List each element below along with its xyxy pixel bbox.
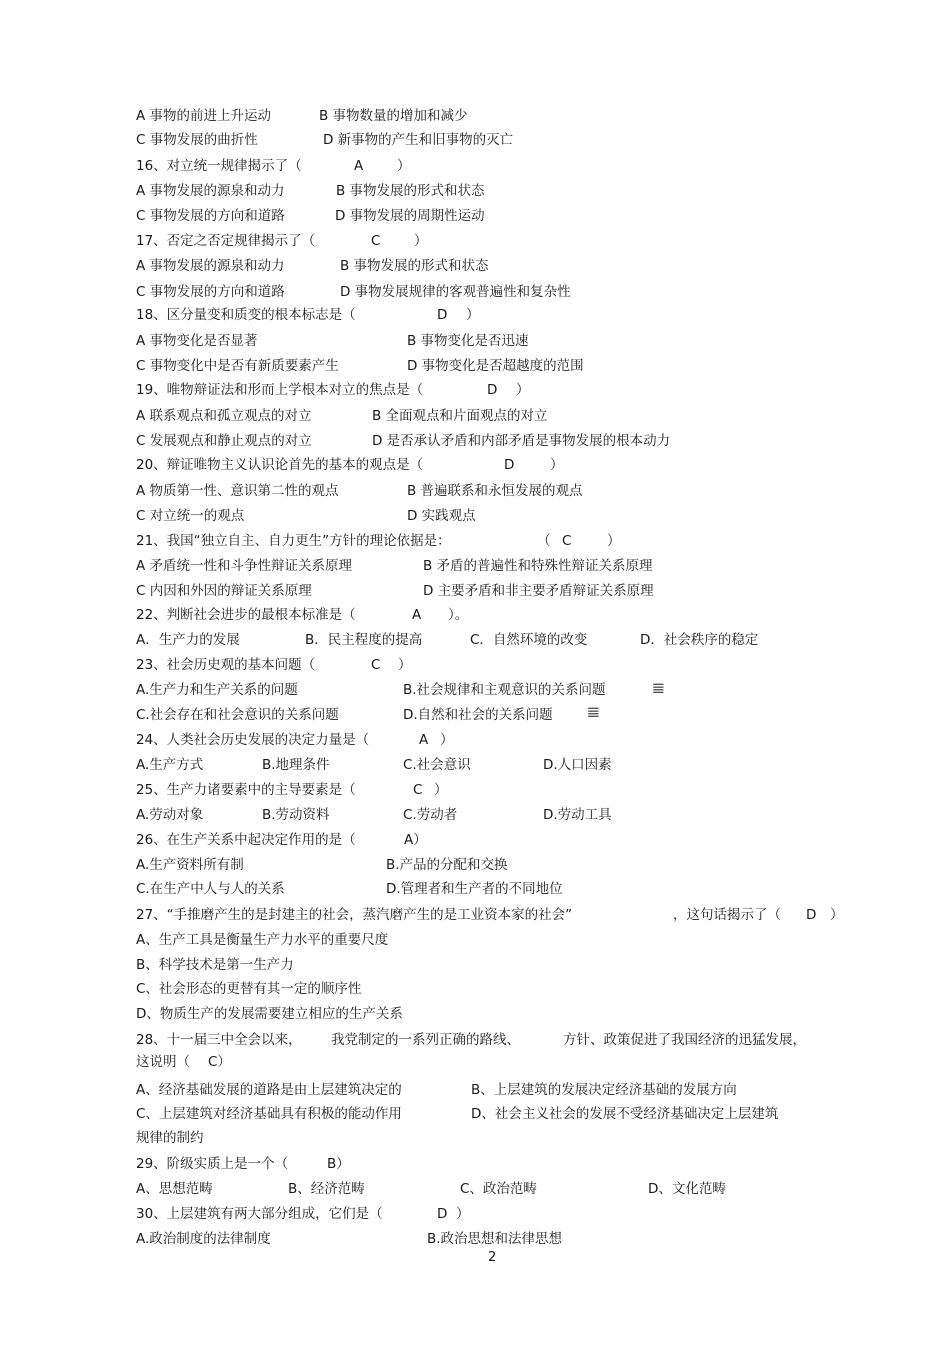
line-q16-segment-2: ） — [397, 158, 411, 174]
line-q30ab-segment-0: A.政治制度的法律制度 — [136, 1231, 271, 1247]
line-q22opts-segment-1: B．民主程度的提高 — [305, 632, 423, 648]
line-q18ab-segment-1: B 事物变化是否迅速 — [407, 333, 529, 349]
line-q30-segment-2: ） — [456, 1206, 470, 1222]
line-q18-segment-0: 18、区分量变和质变的根本标志是（ — [136, 307, 356, 323]
line-q17cd-segment-1: D 事物发展规律的客观普遍性和复杂性 — [340, 284, 571, 300]
line-q30-segment-1: D — [437, 1206, 448, 1222]
line-q26cd-segment-0: C.在生产中人与人的关系 — [136, 881, 285, 897]
line-q16cd-segment-0: C 事物发展的方向和道路 — [136, 208, 285, 224]
line-q25-segment-0: 25、生产力诸要素中的主导要素是（ — [136, 782, 356, 798]
line-l2-segment-1: D 新事物的产生和旧事物的灭亡 — [323, 132, 514, 148]
line-q28b-segment-1: C） — [208, 1054, 231, 1070]
line-q24-segment-0: 24、人类社会历史发展的决定力量是（ — [136, 732, 370, 748]
line-q18ab-segment-0: A 事物变化是否显著 — [136, 333, 258, 349]
line-q19-segment-0: 19、唯物辩证法和形而上学根本对立的焦点是（ — [136, 382, 424, 398]
scan-mark-2: 𝌆 — [587, 705, 600, 721]
line-q25opts-segment-1: B.劳动资料 — [262, 807, 330, 823]
line-q16cd-segment-1: D 事物发展的周期性运动 — [335, 208, 485, 224]
line-q27b-segment-0: B、科学技术是第一生产力 — [136, 957, 294, 973]
line-q19ab-segment-0: A 联系观点和孤立观点的对立 — [136, 408, 312, 424]
line-q28-segment-0: 28、十一届三中全会以来， — [136, 1032, 302, 1048]
line-q27d-segment-0: D、物质生产的发展需要建立相应的生产关系 — [136, 1006, 403, 1022]
line-q28b-segment-0: 这说明（ — [136, 1054, 190, 1070]
line-q29opts-segment-3: D、文化范畴 — [648, 1181, 726, 1197]
line-q28ab-segment-1: B、上层建筑的发展决定经济基础的发展方向 — [471, 1082, 737, 1098]
line-q22opts-segment-0: A．生产力的发展 — [136, 632, 240, 648]
line-q21-segment-3: ） — [607, 533, 621, 549]
line-q29opts-segment-2: C、政治范畴 — [460, 1181, 537, 1197]
line-q26ab-segment-0: A.生产资料所有制 — [136, 857, 244, 873]
line-q26ab-segment-1: B.产品的分配和交换 — [386, 857, 508, 873]
line-q16ab-segment-1: B 事物发展的形式和状态 — [336, 183, 485, 199]
line-q17-segment-1: C — [371, 233, 381, 249]
line-q26-segment-0: 26、在生产关系中起决定作用的是（ — [136, 832, 356, 848]
line-q22opts-segment-3: D．社会秩序的稳定 — [640, 632, 759, 648]
line-q28cd-segment-1: D、社会主义社会的发展不受经济基础决定上层建筑 — [471, 1106, 779, 1122]
line-q29-segment-0: 29、阶级实质上是一个（ — [136, 1156, 289, 1172]
line-q29-segment-1: B） — [327, 1156, 350, 1172]
line-q21cd-segment-0: C 内因和外因的辩证关系原理 — [136, 583, 312, 599]
line-q29opts-segment-0: A、思想范畴 — [136, 1181, 213, 1197]
line-q19ab-segment-1: B 全面观点和片面观点的对立 — [372, 408, 548, 424]
line-q21ab-segment-0: A 矛盾统一性和斗争性辩证关系原理 — [136, 558, 353, 574]
line-q20-segment-1: D — [504, 457, 515, 473]
line-q27-segment-2: D — [806, 907, 817, 923]
line-q20-segment-0: 20、辩证唯物主义认识论首先的基本的观点是（ — [136, 457, 424, 473]
line-q22-segment-0: 22、判断社会进步的最根本标准是（ — [136, 607, 356, 623]
line-q21-segment-0: 21、我国“独立自主、自力更生”方针的理论依据是： — [136, 533, 451, 549]
line-q20ab-segment-1: B 普遍联系和永恒发展的观点 — [407, 483, 583, 499]
line-l1-segment-0: A 事物的前进上升运动 — [136, 108, 272, 124]
line-q22opts-segment-2: C．自然环境的改变 — [470, 632, 588, 648]
line-q17ab-segment-1: B 事物发展的形式和状态 — [340, 258, 489, 274]
line-q16-segment-1: A — [354, 158, 364, 174]
line-q25opts-segment-3: D.劳动工具 — [543, 807, 612, 823]
line-q21cd-segment-1: D 主要矛盾和非主要矛盾辩证关系原理 — [423, 583, 654, 599]
line-q28cd-segment-0: C、上层建筑对经济基础具有积极的能动作用 — [136, 1106, 402, 1122]
line-q23ab-segment-0: A.生产力和生产关系的问题 — [136, 682, 298, 698]
line-q24opts-segment-1: B.地理条件 — [262, 757, 330, 773]
line-q18cd-segment-1: D 事物变化是否超越度的范围 — [407, 358, 584, 374]
line-q24-segment-1: A — [419, 732, 429, 748]
line-q20cd-segment-0: C 对立统一的观点 — [136, 508, 245, 524]
line-q24opts-segment-0: A.生产方式 — [136, 757, 204, 773]
line-q23-segment-0: 23、社会历史观的基本问题（ — [136, 657, 316, 673]
line-q23cd-segment-0: C.社会存在和社会意识的关系问题 — [136, 707, 339, 723]
line-q25opts-segment-0: A.劳动对象 — [136, 807, 204, 823]
line-q22-segment-2: ）。 — [448, 607, 469, 623]
line-q20cd-segment-1: D 实践观点 — [407, 508, 476, 524]
line-q23ab-segment-1: B.社会规律和主观意识的关系问题 — [403, 682, 606, 698]
line-q21-segment-2: C — [562, 533, 572, 549]
line-q25-segment-2: ） — [434, 782, 448, 798]
line-q19-segment-1: D — [487, 382, 498, 398]
line-l1-segment-1: B 事物数量的增加和减少 — [319, 108, 468, 124]
line-q19-segment-2: ） — [516, 382, 530, 398]
scan-mark-1: 𝌆 — [652, 681, 665, 697]
line-q17ab-segment-0: A 事物发展的源泉和动力 — [136, 258, 285, 274]
line-q27-segment-1: ，这句话揭示了（ — [673, 907, 781, 923]
line-q24-segment-2: ） — [440, 732, 454, 748]
line-q26-segment-1: A） — [404, 832, 427, 848]
line-q19cd-segment-1: D 是否承认矛盾和内部矛盾是事物发展的根本动力 — [372, 433, 671, 449]
line-q18-segment-1: D — [437, 307, 448, 323]
line-q23cd-segment-1: D.自然和社会的关系问题 — [403, 707, 553, 723]
line-q17-segment-0: 17、否定之否定规律揭示了（ — [136, 233, 316, 249]
line-q27-segment-3: ） — [830, 907, 844, 923]
line-q30-segment-0: 30、上层建筑有两大部分组成，它们是（ — [136, 1206, 383, 1222]
line-q27c-segment-0: C、社会形态的更替有其一定的顺序性 — [136, 981, 362, 997]
line-q25-segment-1: C — [413, 782, 423, 798]
line-l2-segment-0: C 事物发展的曲折性 — [136, 132, 258, 148]
line-q23-segment-1: C — [371, 657, 381, 673]
line-q16ab-segment-0: A 事物发展的源泉和动力 — [136, 183, 285, 199]
line-q28-segment-2: 方针、政策促进了我国经济的迅猛发展， — [563, 1032, 806, 1048]
line-q22-segment-1: A — [412, 607, 422, 623]
line-q24opts-segment-3: D.人口因素 — [543, 757, 612, 773]
line-q18-segment-2: ） — [466, 307, 480, 323]
line-q17-segment-2: ） — [414, 233, 428, 249]
line-q26cd-segment-1: D.管理者和生产者的不同地位 — [386, 881, 563, 897]
line-q21ab-segment-1: B 矛盾的普遍性和特殊性辩证关系原理 — [423, 558, 653, 574]
line-q23-segment-2: ） — [398, 657, 412, 673]
line-q21-segment-1: （ — [537, 533, 551, 549]
line-q20ab-segment-0: A 物质第一性、意识第二性的观点 — [136, 483, 339, 499]
line-q18cd-segment-0: C 事物变化中是否有新质要素产生 — [136, 358, 339, 374]
line-q28d2-segment-0: 规律的制约 — [136, 1130, 204, 1146]
line-q20-segment-2: ） — [550, 457, 564, 473]
page-number: 2 — [488, 1250, 497, 1265]
line-q27-segment-0: 27、“手推磨产生的是封建主的社会，蒸汽磨产生的是工业资本家的社会” — [136, 907, 573, 923]
line-q17cd-segment-0: C 事物发展的方向和道路 — [136, 284, 285, 300]
line-q24opts-segment-2: C.社会意识 — [403, 757, 471, 773]
line-q25opts-segment-2: C.劳动者 — [403, 807, 458, 823]
line-q19cd-segment-0: C 发展观点和静止观点的对立 — [136, 433, 312, 449]
line-q28-segment-1: 我党制定的一系列正确的路线、 — [331, 1032, 520, 1048]
line-q16-segment-0: 16、对立统一规律揭示了（ — [136, 158, 302, 174]
line-q30ab-segment-1: B.政治思想和法律思想 — [427, 1231, 563, 1247]
line-q29opts-segment-1: B、经济范畴 — [288, 1181, 365, 1197]
line-q27a-segment-0: A、生产工具是衡量生产力水平的重要尺度 — [136, 932, 389, 948]
line-q28ab-segment-0: A、经济基础发展的道路是由上层建筑决定的 — [136, 1082, 402, 1098]
